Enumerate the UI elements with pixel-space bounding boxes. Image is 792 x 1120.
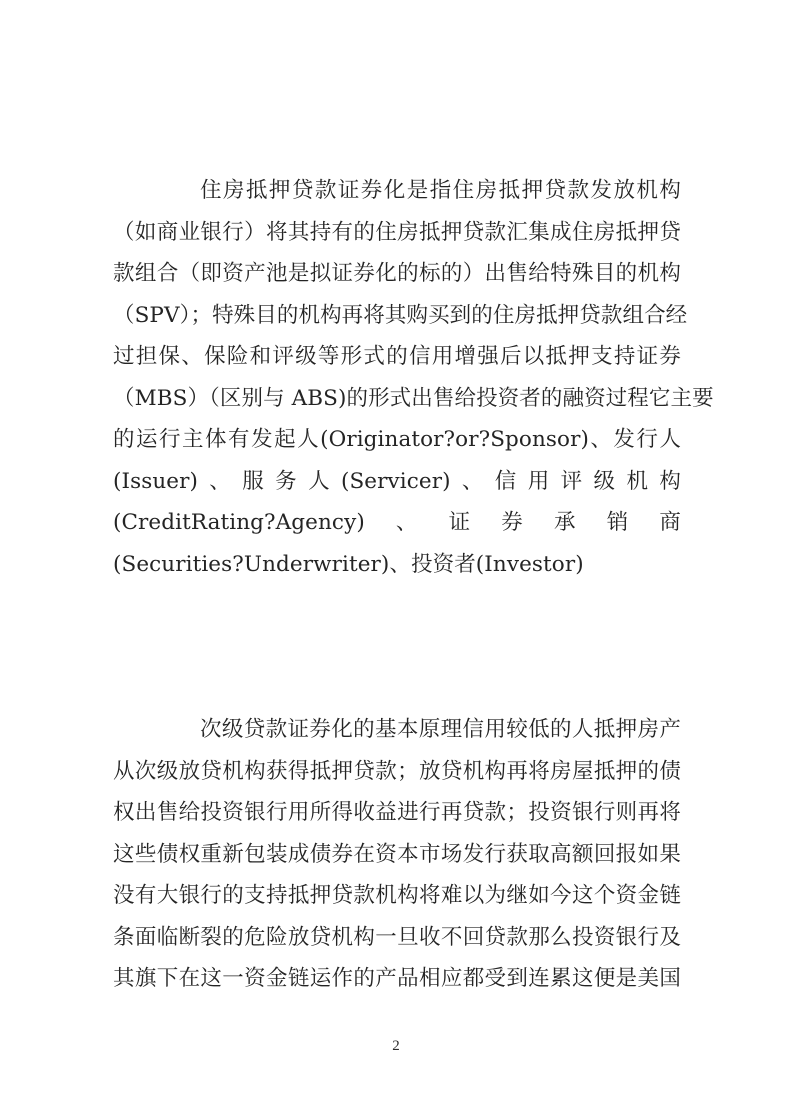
text-line: 的运行主体有发起人(Originator?or?Sponsor)、发行人 [113, 427, 681, 452]
text-line: 过担保、保险和评级等形式的信用增强后以抵押支持证券 [113, 344, 681, 369]
page-number: 2 [392, 1038, 400, 1054]
text-line: 其旗下在这一资金链运作的产品相应都受到连累这便是美国 [113, 966, 681, 991]
text-line: 住房抵押贷款证券化是指住房抵押贷款发放机构 [200, 178, 681, 203]
text-line: 条面临断裂的危险放贷机构一旦收不回贷款那么投资银行及 [113, 924, 681, 950]
text-line: （MBS）（区别与 ABS)的形式出售给投资者的融资过程它主要 [113, 385, 714, 411]
text-line: (CreditRating?Agency)、证券承销商 [113, 510, 681, 535]
paragraph-mbs-definition [113, 170, 714, 585]
text-line: 次级贷款证券化的基本原理信用较低的人抵押房产 [200, 717, 681, 742]
text-line: (Securities?Underwriter)、投资者(Investor) [113, 551, 584, 577]
text-line: (Issuer)、服务人(Servicer)、信用评级机构 [113, 468, 681, 494]
text-line: （如商业银行）将其持有的住房抵押贷款汇集成住房抵押贷 [113, 219, 681, 245]
document-body [113, 170, 714, 1000]
text-line: （SPV）；特殊目的机构再将其购买到的住房抵押贷款组合经 [113, 302, 688, 328]
text-line: 这些债权重新包装成债券在资本市场发行获取高额回报如果 [113, 841, 681, 867]
text-line: 从次级放贷机构获得抵押贷款；放贷机构再将房屋抵押的债 [113, 758, 681, 784]
paragraph-spacer [113, 585, 681, 709]
text-line: 没有大银行的支持抵押贷款机构将难以为继如今这个资金链 [113, 883, 681, 908]
text-line: 款组合（即资产池是拟证券化的标的）出售给特殊目的机构 [113, 261, 681, 286]
text-line: 权出售给投资银行用所得收益进行再贷款；投资银行则再将 [113, 800, 681, 825]
paragraph-subprime-securitization [113, 709, 681, 1000]
